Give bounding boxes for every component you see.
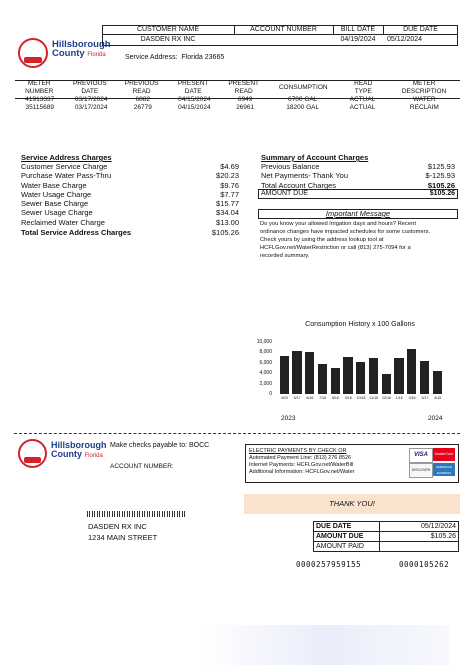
amount-due-label: AMOUNT DUE [261,190,308,197]
barcode-icon [87,511,187,517]
charges-list [21,162,239,227]
meter-header-2: PREVIOUS [124,80,159,87]
charge-amount: $34.04 [216,208,239,218]
stub-due-date: 05/12/2024 [420,523,456,530]
bill-date: 04/19/2024 [340,36,376,43]
stub-due-date-label: DUE DATE [316,523,352,530]
charges-total-label: Total Service Address Charges [21,228,132,237]
y-tick-label: 8,000 [259,349,272,356]
logo-line3: Florida [87,52,106,58]
chart-bar [394,358,403,394]
x-tick-label: 3/17 [421,396,429,400]
charge-row [21,218,239,227]
bill-date-label: BILL DATE [340,26,376,33]
mastercard-icon: MasterCard [433,448,455,461]
county-seal-icon [18,439,47,468]
chart-bar [280,356,289,394]
summary-row [261,171,455,180]
visa-icon: VISA [409,448,433,463]
meter-header-2-line2: READ [132,88,151,95]
meter-header-6-line2: TYPE [354,88,372,95]
charges-total-amount: $105.26 [211,228,239,237]
meter-header-3: PRESENT [177,80,209,87]
chart-bar [369,358,378,394]
summary-label: Net Payments- Thank You [261,171,348,181]
charge-amount: $4.69 [220,162,239,171]
thank-you-text: THANK YOU! [329,499,375,508]
thank-you-banner [244,494,460,514]
meter-cell: 03/17/2024 [74,96,108,103]
stub-amount-paid-label: AMOUNT PAID [316,543,364,550]
chart-bar [292,351,301,394]
charge-label: Water Usage Charge [21,189,92,199]
meter-table [15,80,460,112]
stub-amount-due: $105.26 [430,533,456,540]
meter-cell: ACTUAL [349,104,376,111]
chart-bar [331,368,340,394]
meter-cell: 26961 [236,104,255,111]
meter-cell: 03/17/2024 [74,104,108,111]
summary-amount: $125.93 [427,162,455,171]
meter-row [15,104,460,112]
charge-amount: $7.77 [220,189,239,199]
x-tick-label: 4/15 [434,396,442,400]
discover-icon: DISCOVER [409,463,433,478]
charge-row [21,208,239,217]
meter-cell: WATER [413,96,436,103]
charge-label: Sewer Usage Charge [21,208,93,218]
x-tick-label: 10/16 [356,396,366,400]
customer-name-label: CUSTOMER NAME [136,26,200,33]
charge-row [21,162,239,171]
message-line: Do you know your allowed irrigation days and hours? Recent [260,221,416,227]
stub-customer-address: 1234 MAIN STREET [88,533,158,542]
x-tick-label: 5/17 [293,396,301,400]
account-number-label: ACCOUNT NUMBER [250,26,317,33]
message-body [260,220,460,260]
charge-row [21,171,239,180]
consumption-chart [250,338,450,418]
epay-line: Additional Information: HCFLGov.net/Water [249,469,355,475]
year-label-2024: 2024 [428,415,443,422]
county-seal-icon [18,38,48,68]
meter-cell: 41913337 [25,96,55,103]
stub-logo-line2: County [51,449,82,459]
charge-label: Purchase Water Pass-Thru [21,171,112,181]
logo-line1: Hillsborough [52,39,111,50]
meter-header-0-line2: NUMBER [25,88,54,95]
summary-row [261,162,455,171]
chart-bar [305,352,314,394]
scan-line-right: 0000105262 [399,560,450,569]
summary-title: Summary of Account Charges [261,153,369,162]
x-tick-label: 1/16 [395,396,403,400]
charge-label: Sewer Base Charge [21,199,89,209]
x-tick-label: 7/16 [319,396,327,400]
x-tick-label: 6/16 [306,396,314,400]
message-line: HCFLGov.net/WaterRestriction or call (813) 275-7094 for a [260,245,411,251]
charge-label: Customer Service Charge [21,162,108,171]
meter-row [15,96,460,104]
y-tick-label: 10,000 [256,339,272,345]
meter-header-1-line2: DATE [81,88,99,95]
due-date-label: DUE DATE [403,26,438,33]
message-title: Important Message [325,209,391,218]
charge-amount: $15.77 [216,199,239,209]
y-tick-label: 2,000 [259,380,272,387]
stub-logo-line3: Florida [84,453,103,459]
stub-logo [16,437,116,471]
message-line: Check yours by using the address lookup tool at [260,237,384,243]
y-tick-label: 4,000 [259,370,272,377]
stub-amount-due-label: AMOUNT DUE [316,533,364,540]
meter-header-1: PREVIOUS [72,80,107,87]
chart-bar [382,374,391,394]
customer-name: DASDEN RX INC [140,36,196,43]
chart-bar [356,362,365,394]
charge-row [21,181,239,190]
meter-cell: 6700 GAL [288,96,318,103]
summary-label: Total Account Charges [261,180,337,190]
x-tick-label: 12/16 [382,396,392,400]
meter-header-4-line2: READ [234,88,253,95]
chart-bar [407,349,416,394]
faded-watermark [200,625,450,665]
scan-line-left: 0000257959155 [296,560,362,569]
chart-bar [318,364,327,394]
charge-label: Water Base Charge [21,180,87,190]
stub-account-number-label: ACCOUNT NUMBER: [110,463,174,470]
x-tick-label: 11/16 [369,396,379,400]
epay-line: Automated Payment Line: (813) 276 8526 [249,455,352,461]
summary-amount: $105.26 [427,180,455,190]
message-line: recorded summary. [260,253,310,259]
epay-text [249,448,409,476]
make-checks-text: Make checks payable to: BOCC [110,442,210,449]
meter-cell: 35115689 [25,104,54,111]
message-line: ordinance changes have impacted schedules for some customers. [260,229,431,235]
meter-header-5: CONSUMPTION [278,84,328,91]
charge-amount: $13.00 [216,217,239,227]
chart-bar [433,371,442,394]
logo-line2: County [52,48,85,59]
meter-cell: 04/15/2024 [178,104,211,111]
summary-amount: $-125.93 [425,171,455,181]
meter-cell: 6882 [135,96,151,103]
amex-icon: AMERICAN EXPRESS [433,463,455,476]
x-tick-label: 4/23 [280,396,288,400]
charge-row [21,190,239,199]
meter-cell: 18200 GAL [286,104,320,111]
summary-label: Previous Balance [261,162,320,171]
service-address: Florida 23665 [181,54,225,61]
stub-logo-line1: Hillsborough [51,440,107,450]
card-logos [409,448,455,478]
meter-header-4: PRESENT [228,80,260,87]
y-tick-label: 0 [269,391,272,397]
summary-list [261,162,455,190]
meter-header-6: READ [354,80,373,87]
meter-cell: 6949 [237,96,253,103]
x-tick-label: 2/16 [408,396,416,400]
tear-line [14,433,460,434]
meter-header-3-line2: DATE [184,88,202,95]
meter-header-0: METER [27,80,51,87]
meter-cell: ACTUAL [349,96,376,103]
service-address-label: Service Address: [125,54,178,61]
county-logo [16,36,116,70]
epay-line: Internet Payments: HCFLGov.net/WaterBill [249,462,354,468]
stub-customer-name: DASDEN RX INC [88,522,147,531]
year-label-2023: 2023 [281,415,296,422]
meter-header-7: METER [412,80,436,87]
charge-amount: $9.76 [220,180,239,190]
chart-bar [420,361,429,394]
charge-amount: $20.23 [216,171,239,181]
charges-title: Service Address Charges [21,153,112,162]
meter-header-7-line2: DESCRIPTION [401,88,447,95]
amount-due: $105.26 [429,190,455,197]
chart-bar [343,357,352,394]
due-date: 05/12/2024 [387,36,423,43]
meter-cell: 04/15/2024 [178,96,211,103]
x-tick-label: 8/16 [331,396,339,400]
meter-cell: 26779 [133,104,152,111]
x-tick-label: 9/16 [344,396,352,400]
chart-title: Consumption History x 100 Gallons [305,321,415,328]
epay-title: ELECTRIC PAYMENTS BY CHECK OR [249,448,347,454]
charge-row [21,199,239,208]
meter-cell: RECLAIM [409,104,439,111]
charge-label: Reclaimed Water Charge [21,217,105,227]
y-tick-label: 6,000 [259,359,272,366]
